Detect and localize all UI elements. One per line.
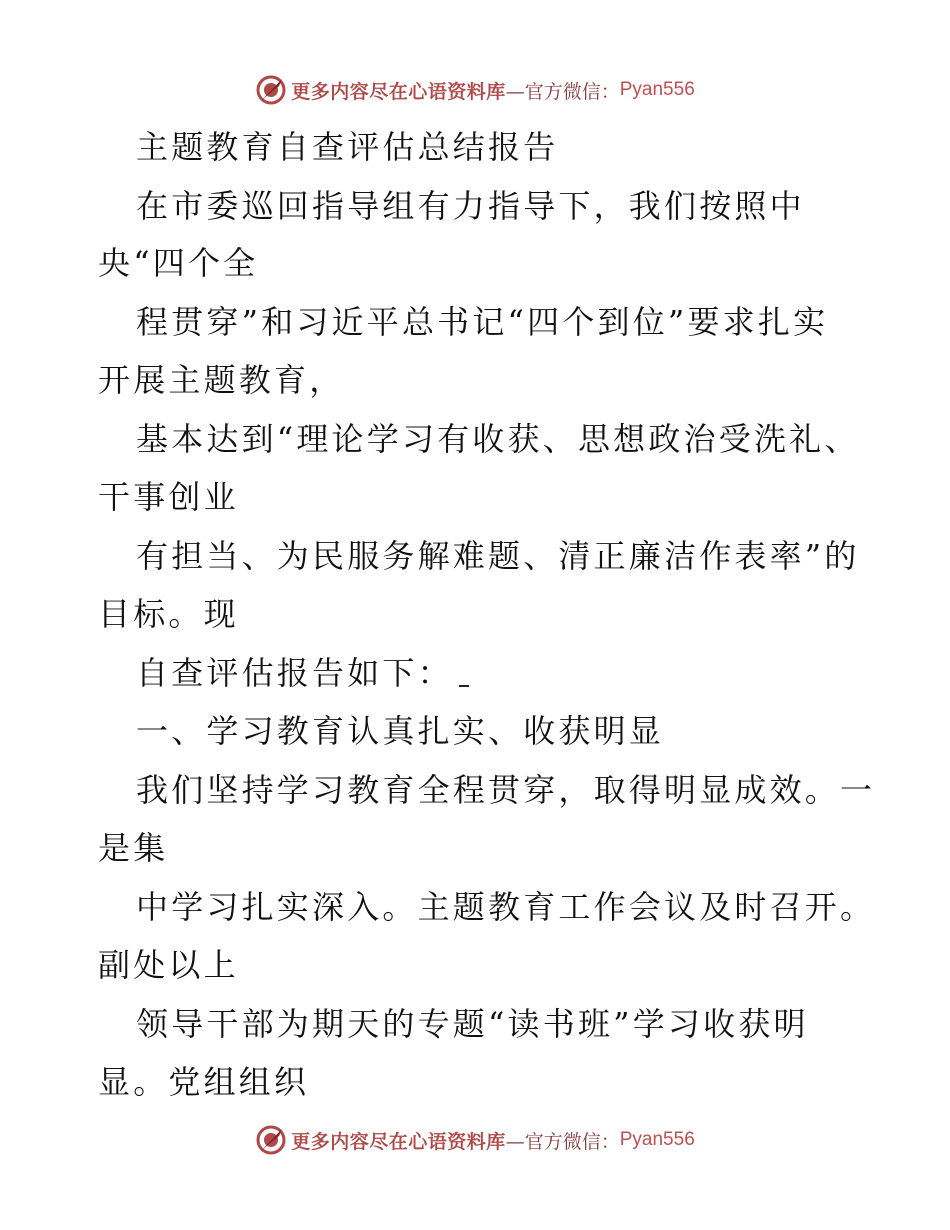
paragraph-line-text: 自查评估报告如下：	[136, 654, 453, 692]
watermark-sub-text: —官方微信：	[505, 1130, 620, 1153]
paragraph-line: 开展主题教育，	[98, 361, 345, 399]
paragraph-line: 基本达到“理论学习有收获、思想政治受洗礼、	[136, 420, 860, 458]
watermark-wechat-id: Pyan556	[619, 1129, 695, 1150]
watermark-sub-text: —官方微信：	[505, 80, 620, 103]
header-watermark	[0, 74, 950, 106]
paragraph-line: 副处以上	[98, 946, 239, 984]
section-heading: 一、学习教育认真扎实、收获明显	[136, 712, 665, 750]
watermark-main-text: 更多内容尽在心语资料库	[291, 1130, 506, 1153]
text-cursor-mark	[459, 685, 469, 687]
quill-logo-icon	[255, 74, 287, 106]
paragraph-line: 干事创业	[98, 478, 239, 516]
paragraph-line: 是集	[98, 829, 169, 867]
watermark-wechat-id: Pyan556	[619, 79, 695, 100]
paragraph-line: 有担当、为民服务解难题、清正廉洁作表率”的	[136, 537, 860, 575]
paragraph-line: 我们坚持学习教育全程贯穿，取得明显成效。一	[136, 771, 876, 809]
paragraph-line: 领导干部为期天的专题“读书班”学习收获明	[136, 1005, 809, 1043]
paragraph-line: 目标。现	[98, 595, 239, 633]
paragraph-line: 中学习扎实深入。主题教育工作会议及时召开。	[136, 888, 876, 926]
paragraph-line: 央“四个全	[98, 244, 259, 282]
quill-logo-icon	[255, 1124, 287, 1156]
paragraph-line	[136, 653, 469, 693]
paragraph-line: 显。党组组织	[98, 1063, 310, 1101]
paragraph-line: 在市委巡回指导组有力指导下，我们按照中	[136, 187, 805, 225]
document-title: 主题教育自查评估总结报告	[136, 128, 559, 166]
footer-watermark	[0, 1124, 950, 1156]
watermark-main-text: 更多内容尽在心语资料库	[291, 80, 506, 103]
paragraph-line: 程贯穿”和习近平总书记“四个到位”要求扎实	[136, 303, 829, 341]
